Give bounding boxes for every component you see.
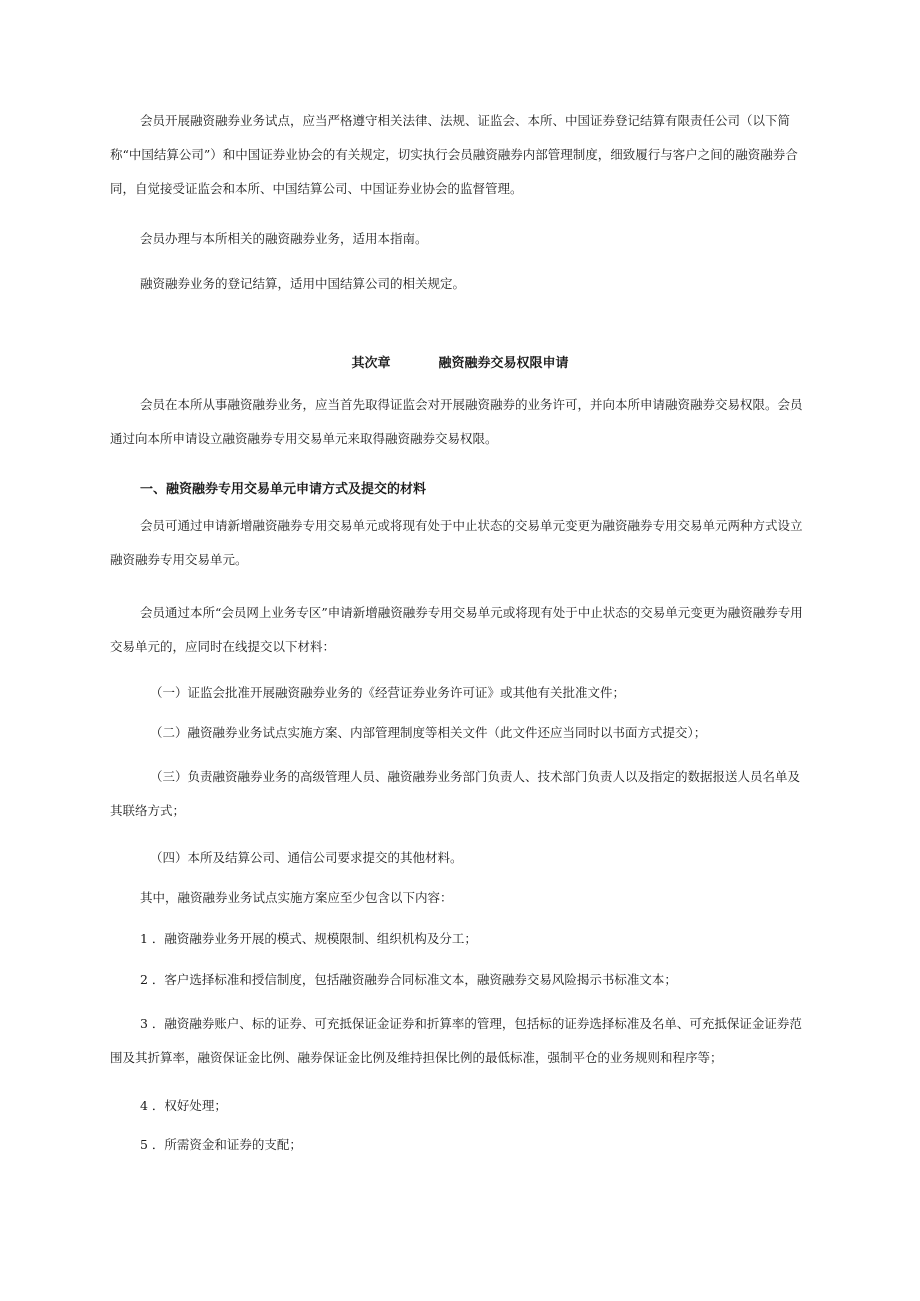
paragraph-settlement: 融资融券业务的登记结算，适用中国结算公司的相关规定。	[140, 276, 466, 291]
numbered-item-4: 4 ．权好处理；	[140, 1098, 227, 1113]
numbered-item-3: 3 ．融资融券账户、标的证券、可充抵保证金证券和折算率的管理，包括标的证券选择标准及名单、可充抵保证金证券范围及其折算率，融资保证金比例、融券保证金比例及维持担保比例的最低标准，强制平仓的业务规则和程序等；	[110, 1016, 802, 1065]
chapter-heading	[0, 352, 920, 376]
paragraph-scope: 会员办理与本所相关的融资融券业务，适用本指南。	[140, 231, 428, 246]
paragraph-plan-contents: 其中，融资融券业务试点实施方案应至少包含以下内容：	[140, 890, 453, 905]
section-heading: 一、融资融券专用交易单元申请方式及提交的材料	[140, 482, 427, 497]
paragraph-member-compliance: 会员开展融资融券业务试点，应当严格遵守相关法律、法规、证监会、本所、中国证券登记结算有限责任公司（以下简称“中国结算公司”）和中国证券业协会的有关规定，切实执行会员融资融券内部管理制度，细致履行与客户之间的融资融券合同，自觉接受证监会和本所、中国结算公司、中国证券业协会的监督管理。	[110, 113, 798, 196]
numbered-item-2: 2 ．客户选择标准和授信制度，包括融资融券合同标准文本，融资融券交易风险揭示书标准文本；	[140, 972, 677, 987]
chapter-title: 融资融券交易权限申请	[438, 356, 569, 371]
list-item-other: （四）本所及结算公司、通信公司要求提交的其他材料。	[150, 850, 463, 865]
list-item-plan: （二）融资融券业务试点实施方案、内部管理制度等相关文件（此文件还应当同时以书面方式提交）；	[150, 725, 707, 740]
paragraph-setup-methods: 会员可通过申请新增融资融券专用交易单元或将现有处于中止状态的交易单元变更为融资融券专用交易单元两种方式设立融资融券专用交易单元。	[110, 518, 803, 567]
chapter-number: 其次章	[351, 356, 391, 371]
paragraph-online-submission: 会员通过本所“会员网上业务专区”申请新增融资融券专用交易单元或将现有处于中止状态的交易单元变更为融资融券专用交易单元的，应同时在线提交以下材料：	[110, 605, 803, 654]
paragraph-permission-intro: 会员在本所从事融资融券业务，应当首先取得证监会对开展融资融券的业务许可，并向本所申请融资融券交易权限。会员通过向本所申请设立融资融券专用交易单元来取得融资融券交易权限。	[110, 397, 803, 446]
list-item-personnel: （三）负责融资融券业务的高级管理人员、融资融券业务部门负责人、技术部门负责人以及指定的数据报送人员名单及其联络方式；	[110, 769, 801, 818]
numbered-item-5: 5 ．所需资金和证券的支配；	[140, 1137, 302, 1152]
list-item-license: （一）证监会批准开展融资融券业务的《经营证券业务许可证》或其他有关批准文件；	[150, 685, 626, 700]
numbered-item-1: 1 ．融资融券业务开展的模式、规模限制、组织机构及分工；	[140, 931, 477, 946]
